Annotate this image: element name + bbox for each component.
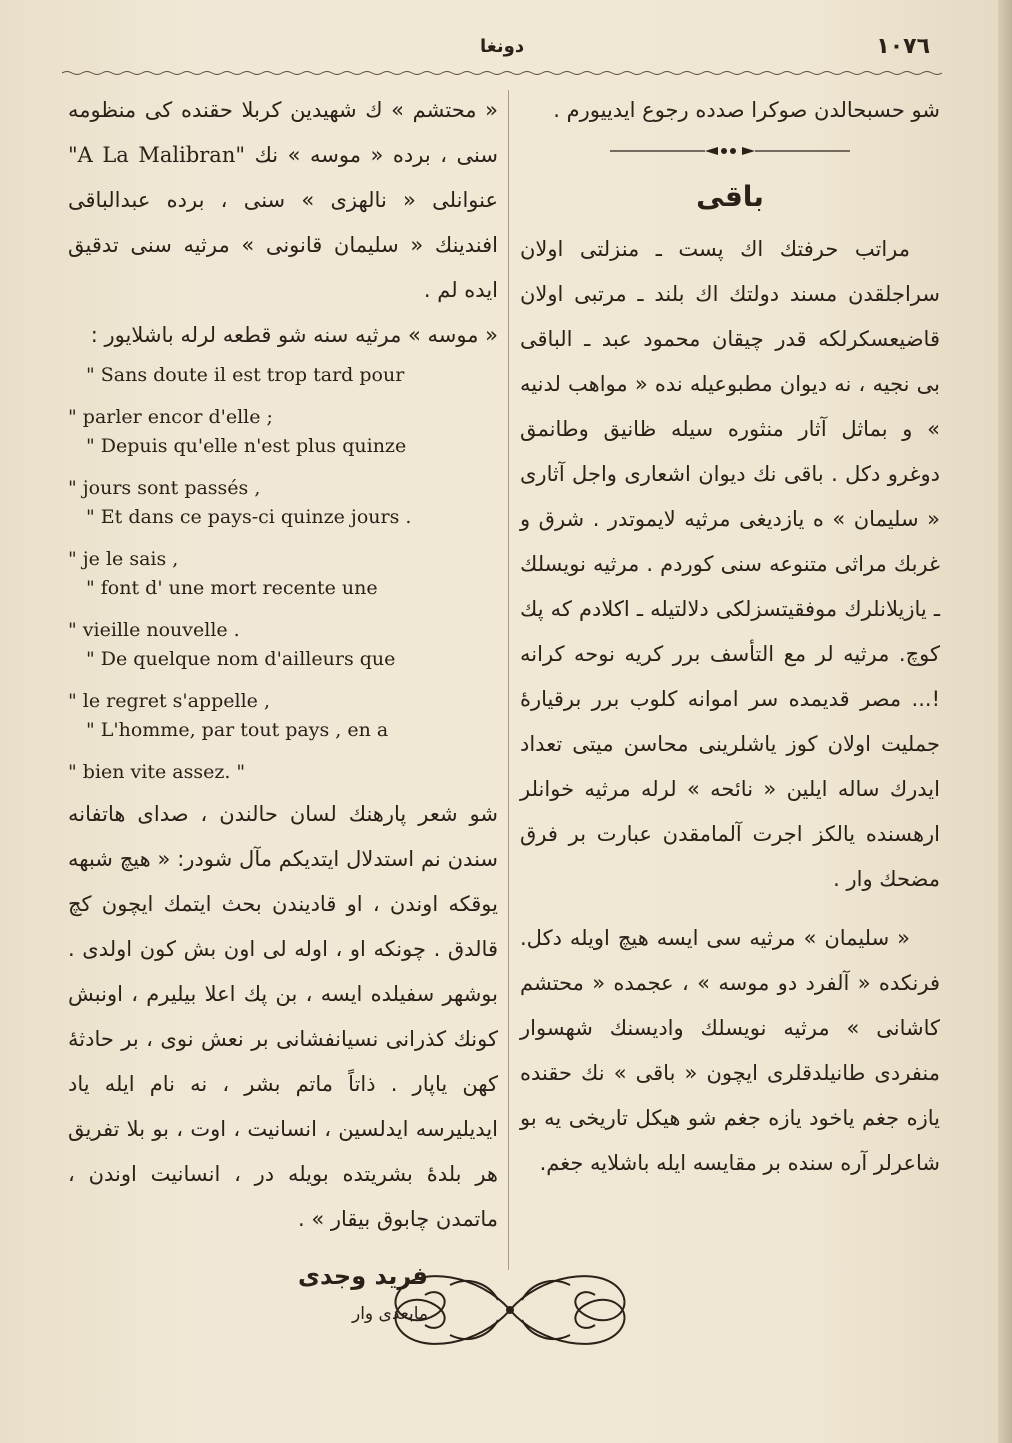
french-poem-intro: « موسه » مرثیه سنه شو قطعه لرله باشلایور : — [90, 323, 498, 347]
poem-line: " bien vite assez. " — [68, 761, 246, 783]
intro-text-b: عنوانلی « نالهزی » سنی ، برده عبدالباقی افندینك « سلیمان قانونی » مرثیه سنی تدقیق ایده لم . — [68, 188, 498, 302]
poem-line: " Et dans ce pays-ci quinze jours . — [86, 506, 412, 528]
intro-text-a: « محتشم » ك شهیدین کربلا حقنده کی منظومه سنی ، برده « موسه » نك — [68, 98, 498, 167]
section-ornament — [610, 141, 850, 161]
poem-line: " L'homme, par tout pays , en a — [86, 719, 389, 741]
intro-latin-title: "A La Malibran" — [68, 143, 246, 167]
closing-paragraph: « سلیمان » مرثیه سی ایسه هیچ اویله دکل. فرنکده « آلفرد دو موسه » ، عجمده « محتشم کاشانی » مرثیه نویسلك وادیسنك شهسوار منفردی طانیلدقلری ایچون « باقی » نك حقنده یازه جغم یاخود یازه جغم شو هیکل تاریخی یه بو شاعرلر آره سنده بر مقایسه ایله باشلایه جغم. — [520, 926, 940, 1175]
section-title-baki: باقی — [696, 180, 764, 213]
poem-stanza — [68, 577, 498, 642]
bottom-flourish-ornament — [380, 1255, 640, 1365]
poem-line: " font d' une mort recente une — [86, 577, 378, 599]
poem-line: " De quelque nom d'ailleurs que — [86, 648, 396, 670]
column-divider — [508, 90, 509, 1270]
poem-stanza — [68, 506, 498, 571]
poem-line: " Sans doute il est trop tard pour — [86, 364, 405, 386]
poem-line: " vieille nouvelle . — [68, 619, 240, 641]
french-poem — [68, 364, 498, 784]
poem-line: " je le sais , — [68, 548, 179, 570]
right-column — [520, 88, 940, 1186]
main-body-paragraph: مراتب حرفتك اك پست ـ منزلتی اولان سراجلقدن مسند دولتك اك بلند ـ مرتبی اولان قاضیعسکرلکه قدر چیقان محمود عبد ـ الباقی بی نجیه ، نه دیوان مطبوعیله نده « مواهب لدنیه » و بماثل آثار منثوره سیله ظانیق وطانمق دوغرو دکل . باقی نك دیوان اشعاری واجل آثاری « سلیمان » ه یازدیغی مرثیه لایموتدر . شرق و غربك مراثی متنوعه سنی کوردم . مرثیه نویسلك ـ یازیلانلرك موفقیتسزلکی دلالتیله ـ اکلادم که پك کوچ. مرثیه لر مع التأسف برر کریه نوحه کرانه !... مصر قدیمده سر اموانه کلوب برر برقیارۀ جملیت اولان کوز یاشلرینی محاسن میتی تعداد ایدرك ساله ایلین « نائحه » لرله مرثیه خوانلر ارهسنده یالکز اجرت آلمامقدن عبارت بر فرق مضحك وار . — [520, 237, 940, 891]
left-column — [68, 88, 498, 1329]
after-poem-paragraph: شو شعر پارهنك لسان حالندن ، صدای هاتفانه سندن نم استدلال ایتدیکم مآل شودر: « هیچ شبهه یوقکه اوندن ، او قادیندن بحث ایتمك ایچون کچ قالدق . چونکه او ، اوله لی اون بش کون اولدی . بوشهر سفیلده ایسه ، بن پك اعلا بیلیرم ، اونبش کونك کذرانی نسیانفشانی بر نعش نوی ، بر حادثۀ کهن یاپار . ذاتاً ماتم بشر ، نه نام ایله یاد ایدیلیرسه ایدلسین ، انسانیت ، اوت ، بو بلا تفریق هر بلدۀ بشریتده بویله در ، انسانیت اوندن ، ماتمدن چابوق بیقار » . — [68, 802, 498, 1231]
poem-stanza — [68, 364, 498, 429]
poem-line: " le regret s'appelle , — [68, 690, 270, 712]
opening-paragraph: شو حسبحالدن صوكرا صدده رجوع ایدییورم . — [553, 98, 940, 122]
page-number: ١٠٧٦ — [876, 34, 930, 59]
poem-line: " jours sont passés , — [68, 477, 261, 499]
poem-stanza — [68, 648, 498, 713]
author-signature: فرید وجدی — [298, 1262, 428, 1290]
poem-stanza — [68, 719, 498, 784]
header-wavy-rule — [62, 70, 942, 76]
journal-title: دونغا — [480, 36, 525, 57]
page-edge — [998, 0, 1012, 1443]
continued-note: مابعدی وار — [352, 1304, 428, 1324]
poem-stanza — [68, 435, 498, 500]
poem-line: " Depuis qu'elle n'est plus quinze — [86, 435, 407, 457]
poem-line: " parler encor d'elle ; — [68, 406, 273, 428]
page-header — [60, 30, 940, 70]
intro-paragraph — [68, 88, 498, 313]
